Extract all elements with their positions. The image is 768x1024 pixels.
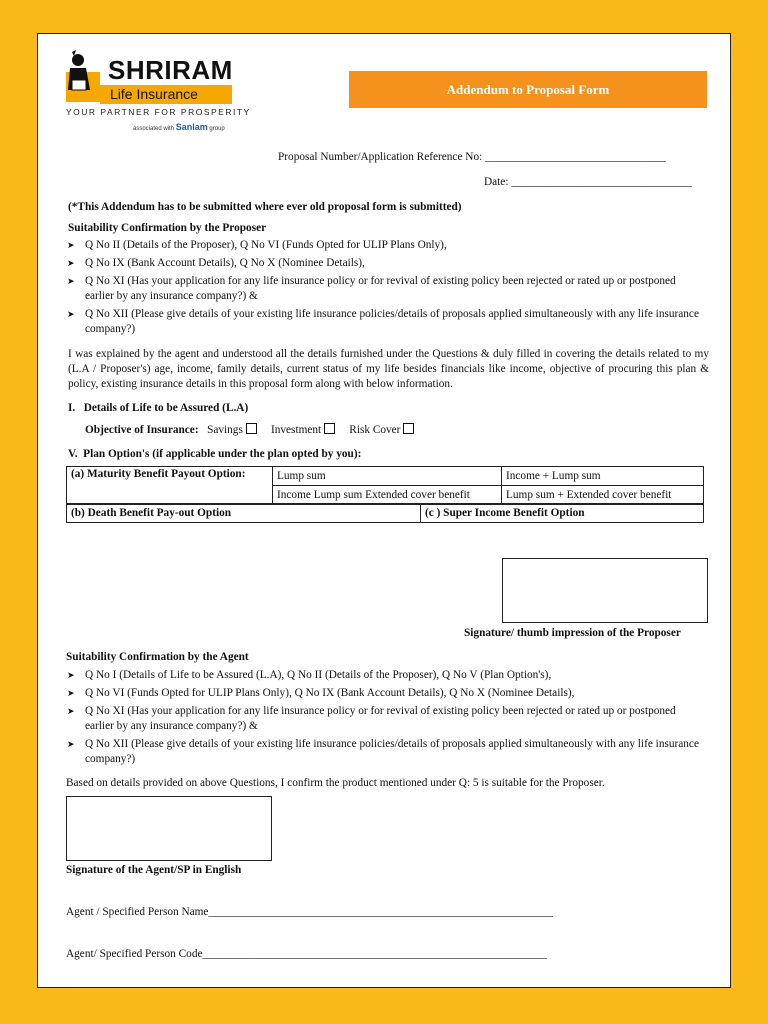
arrow-bullet-icon: ➤ — [67, 739, 75, 749]
agent-code-field[interactable]: Agent/ Specified Person Code_____________________________________________________________ — [66, 948, 548, 960]
proposal-number-field[interactable]: Proposal Number/Application Reference No: ________________________________ — [278, 151, 666, 163]
shriram-mascot-icon — [64, 50, 100, 102]
arrow-bullet-icon: ➤ — [67, 258, 75, 268]
section-i-heading: I. Details of Life to be Assured (L.A) — [68, 402, 249, 414]
arrow-bullet-icon: ➤ — [67, 240, 75, 250]
option-income-lump-sum[interactable]: Income + Lump sum — [502, 467, 704, 486]
agent-signature-box[interactable] — [66, 796, 272, 861]
agent-signature-label: Signature of the Agent/SP in English — [66, 864, 242, 876]
assoc-prefix: associated with — [133, 126, 175, 132]
objective-row — [85, 423, 414, 438]
brand-name: SHRIRAM — [108, 55, 233, 85]
brand-tagline: YOUR PARTNER FOR PROSPERITY — [66, 107, 251, 117]
option-income-lump-extended[interactable]: Income Lump sum Extended cover benefit — [273, 486, 502, 505]
arrow-bullet-icon: ➤ — [67, 688, 75, 698]
plan-options-table — [66, 466, 704, 505]
sanlam-brand: Sanlam — [175, 122, 208, 132]
brand-subtitle: Life Insurance — [100, 85, 232, 104]
arrow-bullet-icon: ➤ — [67, 706, 75, 716]
declaration-paragraph: I was explained by the agent and understood all the details furnished under the Questions & duly filled in covering the details related to my (L.A / Proposer's) age, income, family details, current status of my life besides financials like income, objective of procuring this plan & policy, existing insurance details in this proposal form along with below information. — [68, 348, 709, 390]
proposer-heading: Suitability Confirmation by the Proposer — [68, 222, 267, 234]
option-lump-sum[interactable]: Lump sum — [273, 467, 502, 486]
proposer-signature-label: Signature/ thumb impression of the Proposer — [464, 627, 681, 639]
option-savings-label: Savings — [207, 424, 243, 436]
maturity-label-cell: (a) Maturity Benefit Payout Option: — [67, 467, 273, 505]
risk-cover-checkbox[interactable] — [403, 423, 414, 434]
super-income-cell[interactable]: (c ) Super Income Benefit Option — [421, 504, 704, 523]
death-benefit-cell[interactable]: (b) Death Benefit Pay-out Option — [67, 504, 421, 523]
addendum-note: (*This Addendum has to be submitted where ever old proposal form is submitted) — [68, 201, 462, 213]
assoc-suffix: group — [209, 126, 225, 132]
arrow-bullet-icon: ➤ — [67, 309, 75, 319]
date-field[interactable]: Date: ________________________________ — [484, 176, 693, 188]
objective-label: Objective of Insurance: — [85, 424, 199, 436]
section-v-heading: V. Plan Option's (if applicable under the plan opted by you): — [68, 448, 362, 460]
agent-heading: Suitability Confirmation by the Agent — [66, 651, 249, 663]
arrow-bullet-icon: ➤ — [67, 276, 75, 286]
option-risk-cover-label: Risk Cover — [349, 424, 401, 436]
form-title-banner: Addendum to Proposal Form — [349, 71, 707, 108]
agent-name-field[interactable]: Agent / Specified Person Name_____________________________________________________________ — [66, 906, 553, 918]
arrow-bullet-icon: ➤ — [67, 670, 75, 680]
option-investment-label: Investment — [270, 424, 322, 436]
proposer-signature-box[interactable] — [502, 558, 708, 623]
agent-confirmation: Based on details provided on above Questions, I confirm the product mentioned under Q: 5 is suitable for the Proposer. — [66, 777, 605, 789]
benefit-options-table — [66, 503, 704, 523]
savings-checkbox[interactable] — [246, 423, 257, 434]
association-note — [133, 122, 225, 132]
form-sheet: SHRIRAM Life Insurance YOUR PARTNER FOR PROSPERITY associated with Sanlam group Addendum to Proposal Form Proposal Number/Application Reference No: ________________________________ Date: ________________________________ (*This Addendum has to be submitted where ever old proposal form is submitted) Suitability Confirmation by the Proposer ➤ Q No II (Details of the Proposer), Q No VI (Funds Opted for ULIP Plans Only), ➤ Q No IX (Bank Account Details), Q No X (Nominee Details), ➤ Q No XI (Has your application for any life insurance policy or for revival of existing policy been rejected or rated up or postponed earlier by any insurance company?) & ➤ Q No XII (Please give details of your existing life insurance policies/details of proposals applied simultaneously with any life insurance company?) I was explained by the agent and understood all the details furnished under the Questions & duly filled in covering the details related to my (L.A / Proposer's) age, income, family details, current status of my life besides financials like income, objective of procuring this plan & policy, existing insurance details in this proposal form along with below information. I. Details of Life to be Assured (L.A) Objective of Insurance: Savings Investment Risk Cover V. Plan Option's (if applicable under the plan opted by you): (a) Maturity Benefit Payout Option: Lump sum Income + Lump sum Income Lump sum Extended cover benefit Lump sum + Extended cover benefit (b) Death Benefit Pay-out Option (c ) Super Income Benefit Option Signature/ thumb impression of the Proposer Suitability Confirmation by the Agent ➤ Q No I (Details of Life to be Assured (L.A), Q No II (Details of the Proposer), Q No V (Plan Option's), ➤ Q No VI (Funds Opted for ULIP Plans Only), Q No IX (Bank Account Details), Q No X (Nominee Details), ➤ Q No XI (Has your application for any life insurance policy or for revival of existing policy been rejected or rated up or postponed earlier by any insurance company?) & ➤ Q No XII (Please give details of your existing life insurance policies/details of proposals applied simultaneously with any life insurance company?) Based on details provided on above Questions, I confirm the product mentioned under Q: 5 is suitable for the Proposer. Signature of the Agent/SP in English Agent / Specified Person Name_____________________________________________________________ Agent/ Specified Person Code_____________________________________________________________ — [37, 33, 731, 988]
investment-checkbox[interactable] — [324, 423, 335, 434]
option-lump-extended[interactable]: Lump sum + Extended cover benefit — [502, 486, 704, 505]
